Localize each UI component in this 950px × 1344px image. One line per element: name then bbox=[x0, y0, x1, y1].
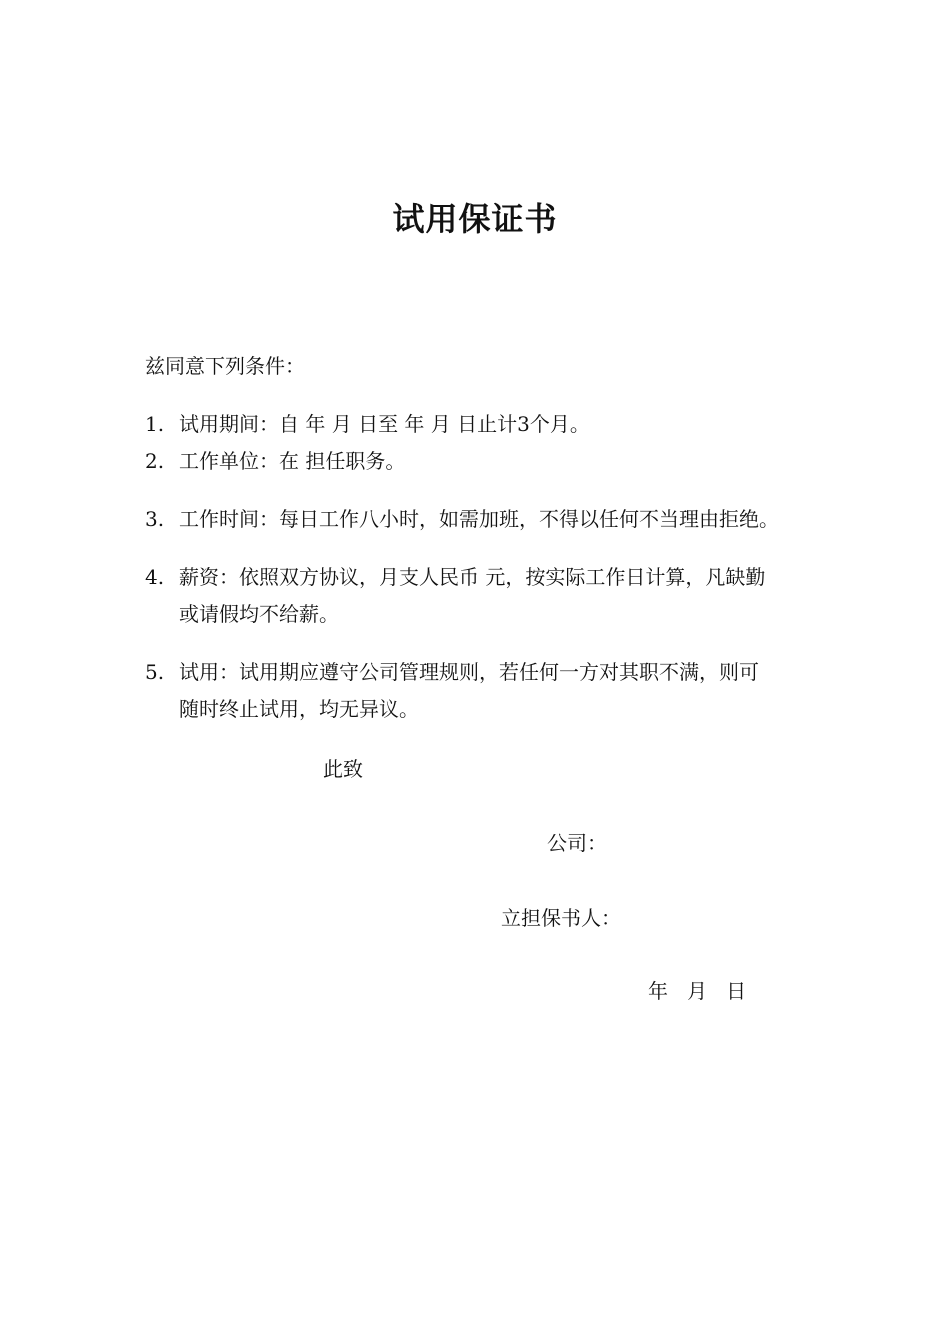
intro-text: 兹同意下列条件： bbox=[145, 354, 305, 378]
list-item-number: 4. bbox=[145, 565, 165, 589]
list-item-body bbox=[179, 505, 779, 533]
company-signature-label: 公司： bbox=[547, 831, 607, 855]
list-item-line: 薪资：依照双方协议，月支人民币 元，按实际工作日计算，凡缺勤 bbox=[179, 565, 766, 589]
list-item-line: 试用期间：自 年 月 日至 年 月 日止计3个月。 bbox=[179, 412, 590, 436]
list-item-line: 工作单位：在 担任职务。 bbox=[179, 449, 406, 473]
date-line: 年 月 日 bbox=[648, 979, 747, 1003]
list-item-line: 或请假均不给薪。 bbox=[179, 602, 339, 626]
list-item-body bbox=[179, 658, 759, 723]
list-item-number: 5. bbox=[145, 660, 165, 684]
list-item-number: 3. bbox=[145, 507, 165, 531]
document-title: 试用保证书 bbox=[392, 200, 558, 238]
list-item-line: 工作时间：每日工作八小时，如需加班，不得以任何不当理由拒绝。 bbox=[179, 507, 779, 531]
list-item-body bbox=[179, 447, 405, 475]
list-item-number: 2. bbox=[145, 449, 165, 473]
guarantor-signature-label: 立担保书人： bbox=[501, 906, 621, 930]
list-item-line: 随时终止试用，均无异议。 bbox=[179, 697, 419, 721]
salutation-text: 此致 bbox=[323, 757, 363, 781]
list-item-line: 试用：试用期应遵守公司管理规则，若任何一方对其职不满，则可 bbox=[179, 660, 759, 684]
list-item-number: 1. bbox=[145, 412, 165, 436]
list-item-body bbox=[179, 563, 765, 628]
list-item-body bbox=[179, 410, 590, 438]
